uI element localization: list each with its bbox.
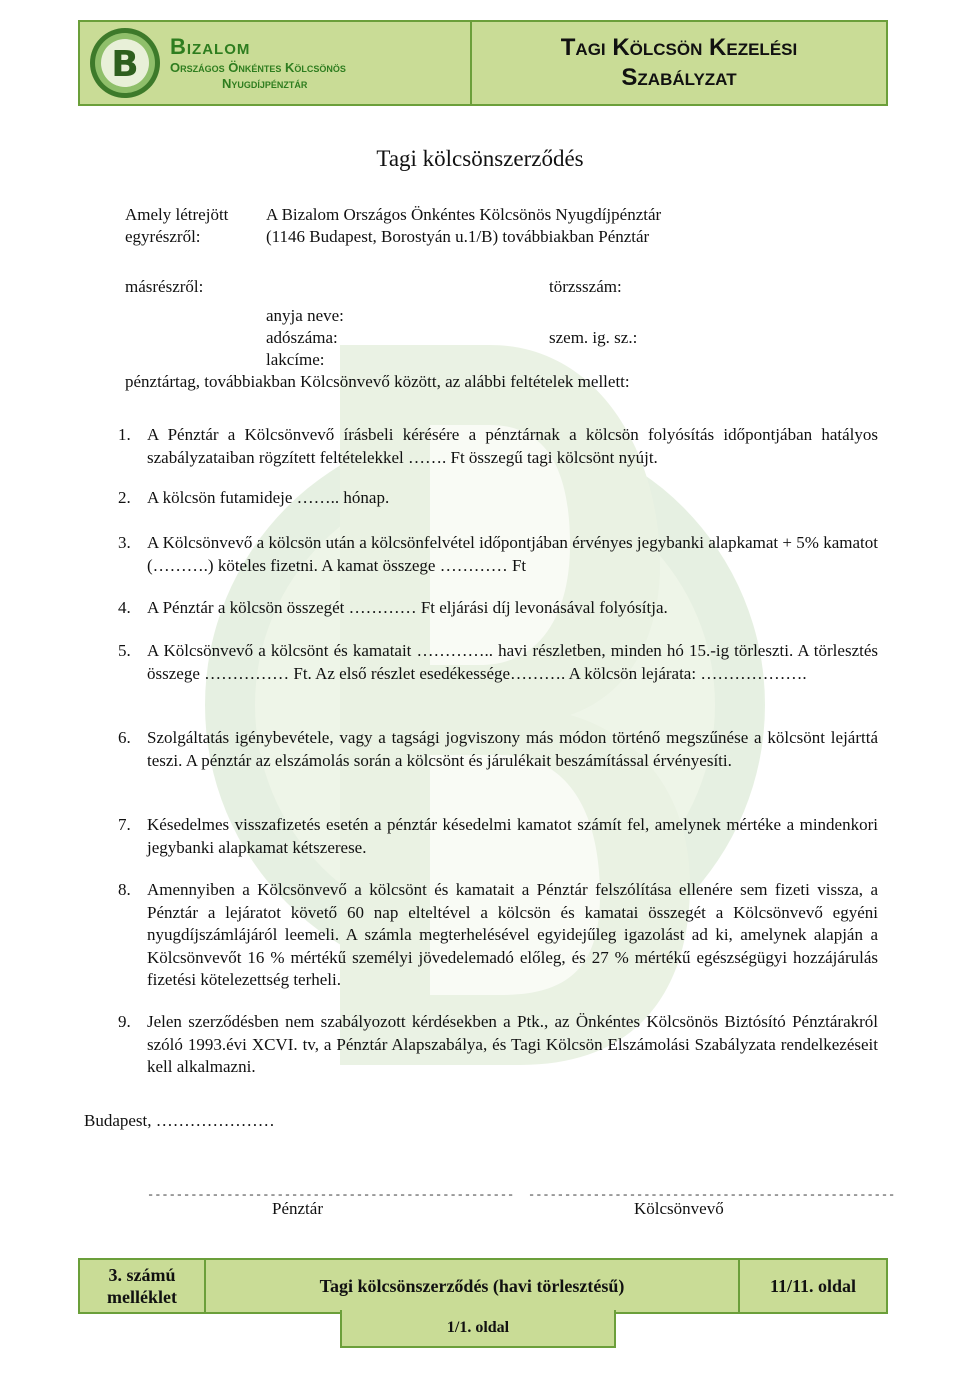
clause-text: A Pénztár a Kölcsönvevő írásbeli kérésére a pénztárnak a kölcsön folyósítás időpontjában hatályos szabályzataiban rögzített feltételekkel ……. Ft összegű tagi kölcsönt nyújt. bbox=[147, 425, 878, 467]
clause-number: 9. bbox=[118, 1012, 131, 1031]
party1-label-line2: egyrészről: bbox=[125, 227, 201, 246]
footer-doc-name: Tagi kölcsönszerződés (havi törlesztésű) bbox=[206, 1260, 740, 1312]
clause-number: 6. bbox=[118, 728, 131, 747]
clause-4 bbox=[118, 597, 878, 620]
address-label: lakcíme: bbox=[266, 350, 325, 369]
party2-label: másrészről: bbox=[125, 277, 204, 296]
clause-text: A Kölcsönvevő a kölcsön után a kölcsönfelvétel időpontjában érvényes jegybanki alapkamat + 5% kamatot (……….) köteles fizetni. A kamat összege ………… Ft bbox=[147, 533, 878, 575]
clause-text: A Pénztár a kölcsön összegét ………… Ft eljárási díj levonásával folyósítja. bbox=[147, 598, 668, 617]
signature-line-left: --------------------------------------------------- bbox=[147, 1188, 515, 1202]
logo-letter: B bbox=[111, 44, 139, 85]
mother-name-label: anyja neve: bbox=[266, 306, 344, 325]
brand-block bbox=[170, 34, 346, 92]
clause-7 bbox=[118, 814, 878, 859]
clause-number: 4. bbox=[118, 598, 131, 617]
page-header bbox=[78, 20, 888, 106]
header-title-line1: Tagi Kölcsön Kezelési bbox=[560, 34, 798, 61]
clause-text: A Kölcsönvevő a kölcsönt és kamatait ………….. havi részletben, minden hó 15.-ig törleszti. A törlesztés összege …………… Ft. Az első részlet esedékessége………. A kölcsön lejárata: ………………. bbox=[147, 641, 878, 683]
signature-line-right: --------------------------------------------------- bbox=[528, 1188, 896, 1202]
clause-number: 1. bbox=[118, 425, 131, 444]
bizalom-logo-icon bbox=[88, 26, 162, 100]
clause-number: 2. bbox=[118, 488, 131, 507]
clause-9 bbox=[118, 1011, 878, 1079]
annex-number bbox=[80, 1260, 206, 1312]
signatory-fund: Pénztár bbox=[272, 1199, 323, 1218]
place-date: Budapest, ………………… bbox=[84, 1111, 275, 1130]
clause-8 bbox=[118, 879, 878, 992]
annex-line2: melléklet bbox=[107, 1287, 177, 1307]
clause-6 bbox=[118, 727, 878, 772]
annex-line1: 3. számú bbox=[108, 1265, 176, 1285]
clause-5 bbox=[118, 640, 878, 685]
footer-page-sub: 1/1. oldal bbox=[340, 1310, 616, 1348]
clause-2 bbox=[118, 487, 878, 510]
clause-1 bbox=[118, 424, 878, 469]
clause-number: 5. bbox=[118, 641, 131, 660]
page-footer bbox=[78, 1258, 888, 1314]
document-title: Tagi kölcsönszerződés bbox=[376, 146, 584, 171]
clause-3 bbox=[118, 532, 878, 577]
brand-name: Bizalom bbox=[170, 34, 251, 59]
signatory-borrower: Kölcsönvevő bbox=[634, 1199, 724, 1218]
clause-text: Késedelmes visszafizetés esetén a pénztár késedelmi kamatot számít fel, amelynek mértéke a mindenkori jegybanki alapkamat kétszerese. bbox=[147, 815, 878, 857]
party1-label-line1: Amely létrejött bbox=[125, 205, 229, 224]
header-title-line2: Szabályzat bbox=[621, 64, 737, 91]
clause-text: Jelen szerződésben nem szabályozott kérdésekben a Ptk., az Önkéntes Kölcsönös Biztósító Pénztárakról szóló 1993.évi XCVI. tv, a Pénztár Alapszabálya, és Tagi Kölcsön Elszámolási Szabályzata rendelkezéseit kell alkalmazni. bbox=[147, 1012, 878, 1076]
fund-name-line2: (1146 Budapest, Borostyán u.1/B) továbbiakban Pénztár bbox=[266, 227, 650, 246]
clause-text: Szolgáltatás igénybevétele, vagy a tagsági jogviszony más módon történő megszűnése a kölcsönt lejárttá teszi. A pénztár az elszámolás során a kölcsönt és járulékait beszámítással érvényesíti. bbox=[147, 728, 878, 770]
clause-number: 8. bbox=[118, 880, 131, 899]
registry-number-label: törzsszám: bbox=[549, 277, 622, 296]
parties-closing: pénztártag, továbbiakban Kölcsönvevő között, az alábbi feltételek mellett: bbox=[125, 372, 630, 391]
header-brand-cell bbox=[80, 22, 472, 104]
header-title bbox=[561, 33, 797, 93]
footer-page-total: 11/11. oldal bbox=[769, 1276, 857, 1296]
clause-number: 3. bbox=[118, 533, 131, 552]
id-card-label: szem. ig. sz.: bbox=[549, 328, 638, 347]
clause-number: 7. bbox=[118, 815, 131, 834]
clause-text: Amennyiben a Kölcsönvevő a kölcsönt és kamatait a Pénztár felszólítása ellenére sem fizeti vissza, a Pénztár a lejáratot követő 60 nap elteltével a kölcsön és kamatai összegét a Kölcsönvevő egyéni nyugdíjszámlájáról leemeli. A számla megterhelésével egyidejűleg igazolást ad ki, amelynek alapján a Kölcsönvevőt 16 % mértékű személyi jövedelemadó előleg, és 27 % mértékű egészségügyi hozzájárulás fizetési kötelezettség terheli. bbox=[147, 880, 878, 989]
brand-subtitle-2: Nyugdíjpénztár bbox=[222, 76, 308, 91]
fund-name-line1: A Bizalom Országos Önkéntes Kölcsönös Nyugdíjpénztár bbox=[266, 205, 662, 224]
header-title-cell bbox=[472, 22, 886, 104]
brand-subtitle-1: Országos Önkéntes Kölcsönös bbox=[170, 60, 346, 75]
tax-number-label: adószáma: bbox=[266, 328, 338, 347]
clause-text: A kölcsön futamideje …….. hónap. bbox=[147, 488, 390, 507]
